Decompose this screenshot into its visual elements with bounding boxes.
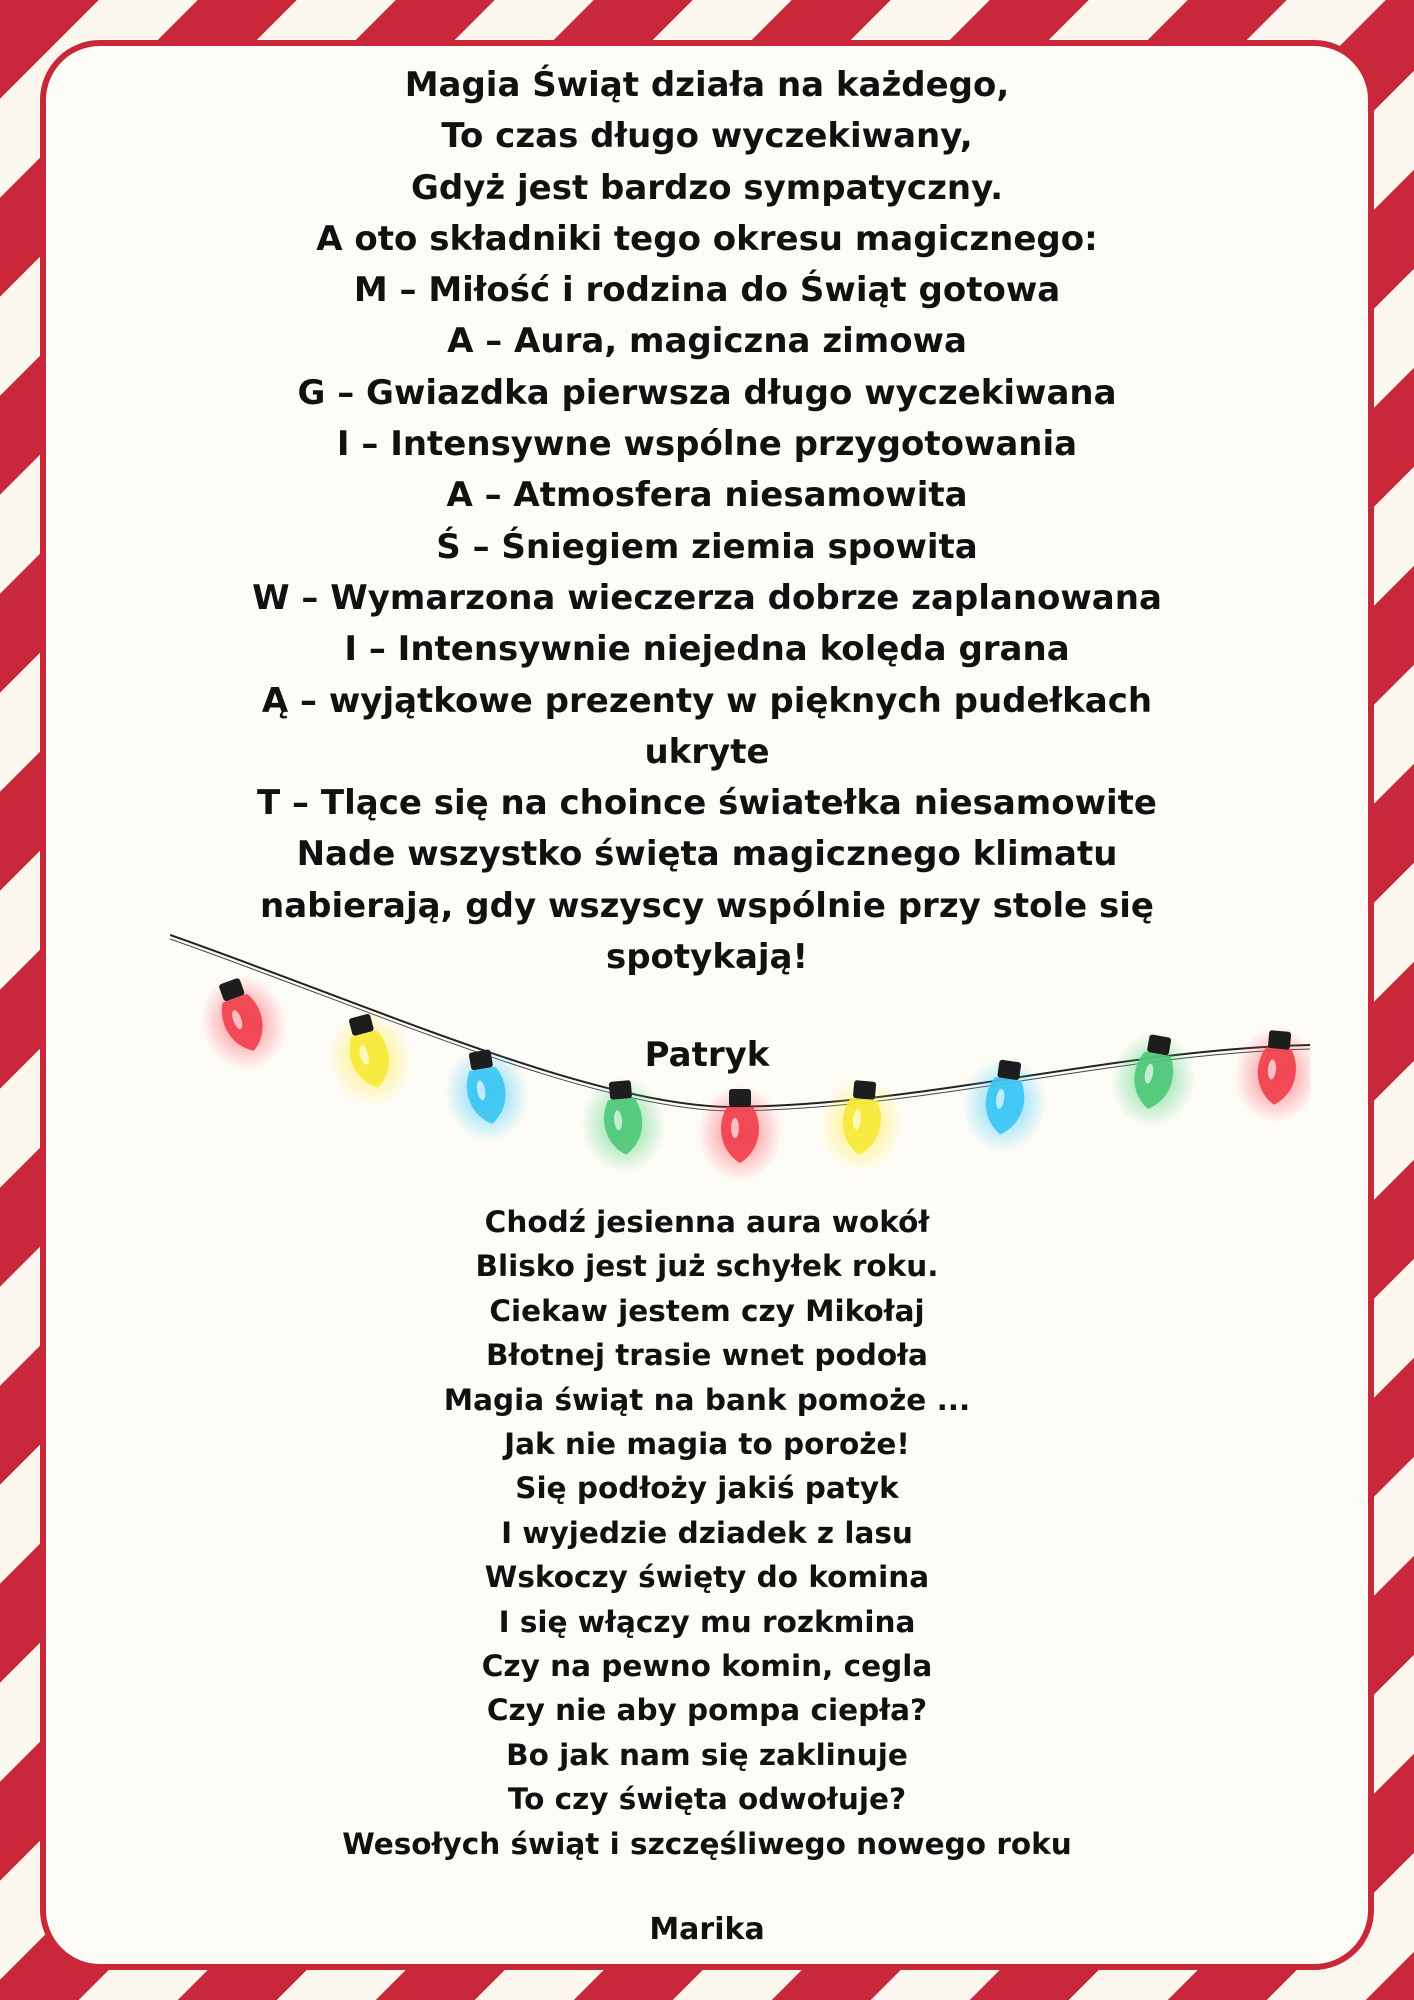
poem-line: To czas długo wyczekiwany,	[441, 116, 973, 157]
poem-line: I – Intensywnie niejedna kolęda grana	[344, 629, 1070, 670]
light-bulb-red	[698, 1085, 782, 1181]
poem-line: Gdyż jest bardzo sympatyczny.	[410, 167, 1004, 208]
light-bulb-yellow	[815, 1073, 907, 1176]
poem-line: ukryte	[644, 731, 770, 772]
poem-line: Blisko jest już schyłek roku.	[475, 1249, 939, 1284]
author-marika: Marika	[649, 1912, 765, 1947]
poem-line: Ciekaw jestem czy Mikołaj	[489, 1293, 925, 1328]
poem-line: Bo jak nam się zaklinuje	[506, 1737, 908, 1772]
poem-line: Magia Świąt działa na każdego,	[404, 65, 1010, 105]
poem-line: Czy na pewno komin, cegla	[481, 1649, 933, 1684]
author-patryk: Patryk	[644, 1035, 770, 1075]
light-bulb-green	[577, 1073, 669, 1176]
poem-line: Ś – Śniegiem ziemia spowita	[436, 526, 978, 567]
poem-line: Czy nie aby pompa ciepła?	[486, 1693, 928, 1728]
poem-line: Chodź jesienna aura wokół	[484, 1205, 930, 1239]
poem-line: Jak nie magia to poroże!	[504, 1427, 910, 1462]
poem-line: Się podłoży jakiś patyk	[515, 1471, 899, 1506]
poem-jesienna-aura	[0, 1200, 1414, 1866]
poem-line: Wesołych świąt i szczęśliwego nowego roku	[342, 1826, 1072, 1861]
poem-line: A – Aura, magiczna zimowa	[447, 321, 967, 362]
poem-line: I się włączy mu rozkmina	[498, 1604, 916, 1639]
poem-line: A oto składniki tego okresu magicznego:	[316, 218, 1098, 259]
poem-magia-swiat	[0, 60, 1414, 983]
poem-line: To czy święta odwołuje?	[507, 1782, 907, 1817]
poem-line: Magia świąt na bank pomoże ...	[443, 1382, 971, 1417]
poem-line: W – Wymarzona wieczerza dobrze zaplanowana	[252, 577, 1162, 618]
poem-line: Błotnej trasie wnet podoła	[486, 1338, 928, 1373]
poem-line: Nade wszystko święta magicznego klimatu	[296, 834, 1118, 875]
poem-line: Wskoczy święty do komina	[484, 1560, 930, 1595]
poem-line: M – Miłość i rodzina do Świąt gotowa	[353, 270, 1061, 311]
poem-line: I – Intensywne wspólne przygotowania	[336, 424, 1078, 465]
poem-line: spotykają!	[605, 937, 808, 978]
poem-line: I wyjedzie dziadek z lasu	[501, 1515, 913, 1550]
poem-line: A – Atmosfera niesamowita	[446, 475, 968, 516]
poem-line: Ą – wyjątkowe prezenty w pięknych pudełkach	[261, 680, 1153, 721]
poem-line: nabierają, gdy wszyscy wspólnie przy stole się	[260, 885, 1154, 926]
poem-line: G – Gwiazdka pierwsza długo wyczekiwana	[297, 372, 1117, 413]
poem-line: T – Tlące się na choince światełka niesamowite	[257, 783, 1157, 824]
